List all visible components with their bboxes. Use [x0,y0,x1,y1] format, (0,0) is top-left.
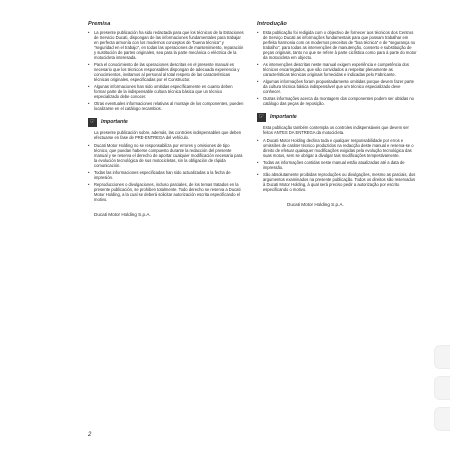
binder-tab [434,345,450,369]
list-item: • Reproducciones o divulgaciones, incluso parciales, de los temas tratados en la presente publicación, se prohiben totalmente. Todo derecho se reserva a Ducati Motor Holding, a la cual se deberá solicitar autorización escrita especificando el motivo. [88,182,244,202]
signature: Ducati Motor Holding S.p.A. [94,212,151,217]
important-note-header [88,118,244,127]
list-item: • Ducati Motor Holding no se responsabiliza por errores y omisiones de tipo técnico, que puedan haberse compuesto durante la redacción del presente manual y se reserva el derecho de aportar cualquier modificación necesaria para la evolución tecnológica de sus motocicletas, sin la obligación de rápida comunicación. [88,143,244,168]
spanish-column [88,22,244,217]
warning-icon: ☞ [89,119,96,125]
important-title: Importante [270,114,297,120]
disclaimer-bullet-list [257,138,417,192]
list-item: • Esta publicação foi redigida com o objectivo de fornecer aos técnicos dos Centros de Serviço Ducati as informações fundamentais para que possam trabalhar em perfeita harmonia com os modernos preceitos de "boa técnica" e de "segurança no trabalho", para todas as intervenções de manutenção, conserto e substituição de peças originais, tanto no que se refere à parte ciclística como para à parte do motor da motocicleta em objecto. [257,30,417,60]
warning-icon: ☞ [258,114,265,120]
list-item: • Todas as informações contidas neste manual estão atualizadas até a data de impressão. [257,160,417,170]
binder-tab [434,376,450,400]
list-item: • Outras informações acerca da montagem dos componentes podem ser obtidas no catálogo das peças de reposição. [257,96,417,106]
list-item: • Otras eventuales informaciones relativas al montaje de los componentes, pueden localizarse en el catálogo recambios. [88,101,244,111]
important-note-text: Esta publicação também contempla os controles indispensáveis que devem ser feitos ANTES DA ENTREGA da motocicleta. [263,125,409,135]
column-title-introducao: Introdução [257,21,287,27]
disclaimer-bullet-list [88,143,244,202]
list-item: • Todas las informaciones especificadas han sido actualizadas a la fecha de impresión. [88,170,244,180]
list-item: • Para el conocimiento de las operaciones descritas en el presente manual es necesario que los técnicos responsables dispongan de adecuada experiencia y conocimientos, invitamos al personal al total respeto de las características técnicas originales, especificadas por el Constructor. [88,62,244,82]
intro-bullet-list [88,30,244,111]
intro-bullet-list [257,30,417,106]
important-note-text: La presente publicación sobre, además, las controles indispensables que deben efectuarse en fase de PRE-ENTREGA del vehículo. [94,130,242,140]
list-item: • Algunas informaciones han sido omitidas específicamente en cuanto deben formar parte de la indispensable cultura técnica básica que un técnico especializado debe conocer. [88,84,244,99]
page-number: 2 [88,432,92,438]
list-item: • La presente publicación ha sido redactada para que los técnicos de la Estaciones de Servicio Ducati, dispongan de las informaciones fundamentales para trabajar en perfecta armonía con los modernos conceptos de "buena técnica" y "seguridad en el trabajo", en todas las operaciones de mantenimiento, reparación y sustitución de partes originales, sea para la parte mecánica o eléctrica de la motocicleta interesada. [88,30,244,60]
binder-tabs [434,0,450,450]
important-title: Importante [101,119,128,125]
binder-tab [434,407,450,431]
portuguese-column [257,22,417,207]
column-title-premisa: Premisa [88,21,111,27]
list-item: • Algumas informações foram propositadamente omitidas porque devem fazer parte da cultura técnica básica indispensável que um técnico especializado deve conhecer. [257,79,417,94]
important-note-header [257,113,417,122]
list-item: • As intervenções descritas neste manual exigem experiência e competência dos técnicos encarregados, que são convidados a respeitar plenamente as características técnicas originais fornecidas e indicadas pelo Fabricante. [257,62,417,77]
list-item: • São absolutamente proibidas reproduções ou divulgações, mesmo as parciais, dos argumentos examinados na presente publicação. Todos os direitos são reservados à Ducati Motor Holding, à qual será preciso pedir a autorização por escrito especificando o motivo. [257,172,417,192]
list-item: • A Ducati Motor Holding declina toda e qualquer responsabilidade por erros e omissões de caráter técnico produzidos na redacção deste manual e reserva-se o direito de efetuar quaisquer modificações exigidas pela evolução tecnológica das suas motos, sem se obrigar a divulgar tais modificações tempestivamente. [257,138,417,158]
signature: Ducati Motor Holding S.p.A. [287,202,344,207]
